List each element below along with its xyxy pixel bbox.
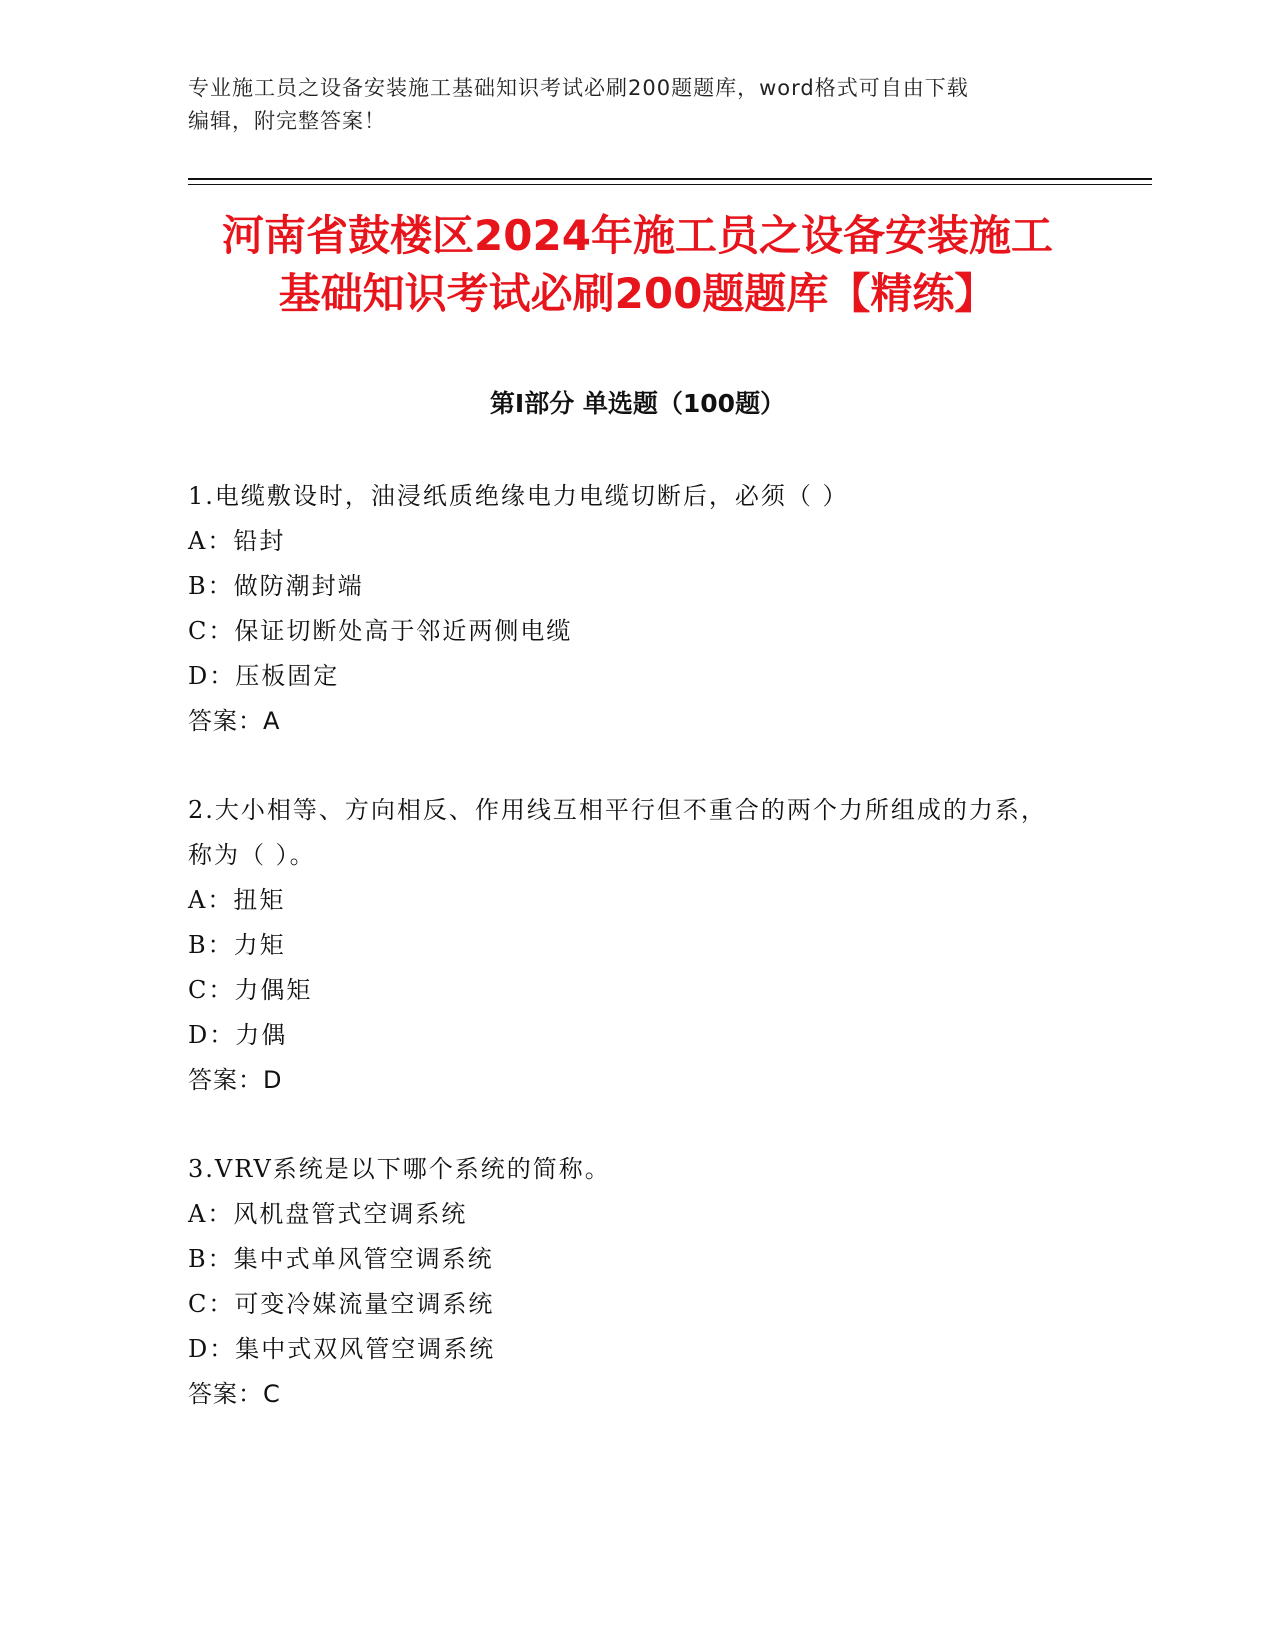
document-title [150, 207, 1125, 323]
document-header [188, 72, 1088, 138]
option-c: C：保证切断处高于邻近两侧电缆 [188, 617, 573, 645]
answer: 答案：C [188, 1380, 281, 1408]
answer: 答案：D [188, 1066, 283, 1094]
header-rule-thin [188, 184, 1152, 185]
title-line-2: 基础知识考试必刷200题题库【精练】 [278, 269, 997, 318]
question-1 [188, 474, 1068, 744]
option-c: C：力偶矩 [188, 976, 313, 1004]
answer: 答案：A [188, 707, 281, 735]
question-3 [188, 1147, 1068, 1417]
option-a: A：铅封 [188, 527, 286, 555]
header-line-2: 编辑，附完整答案！ [188, 109, 386, 133]
header-rule-thick [188, 178, 1152, 180]
option-d: D：压板固定 [188, 662, 340, 690]
question-stem: 2.大小相等、方向相反、作用线互相平行但不重合的两个力所组成的力系，称为（ ）。 [188, 796, 1047, 869]
option-b: B：集中式单风管空调系统 [188, 1245, 494, 1273]
section-heading: 第Ⅰ部分 单选题（100题） [489, 389, 786, 418]
header-line-1: 专业施工员之设备安装施工基础知识考试必刷200题题库，word格式可自由下载 [188, 76, 969, 100]
option-b: B：做防潮封端 [188, 572, 364, 600]
question-stem: 3.VRV系统是以下哪个系统的简称。 [188, 1155, 611, 1183]
option-d: D：力偶 [188, 1021, 288, 1049]
option-c: C：可变冷媒流量空调系统 [188, 1290, 495, 1318]
option-a: A：扭矩 [188, 886, 286, 914]
title-line-1: 河南省鼓楼区2024年施工员之设备安装施工 [222, 211, 1053, 260]
question-2 [188, 788, 1068, 1103]
question-stem: 1.电缆敷设时，油浸纸质绝缘电力电缆切断后，必须（ ） [188, 482, 849, 510]
option-a: A：风机盘管式空调系统 [188, 1200, 468, 1228]
option-d: D：集中式双风管空调系统 [188, 1335, 496, 1363]
option-b: B：力矩 [188, 931, 286, 959]
question-list [188, 474, 1068, 1461]
